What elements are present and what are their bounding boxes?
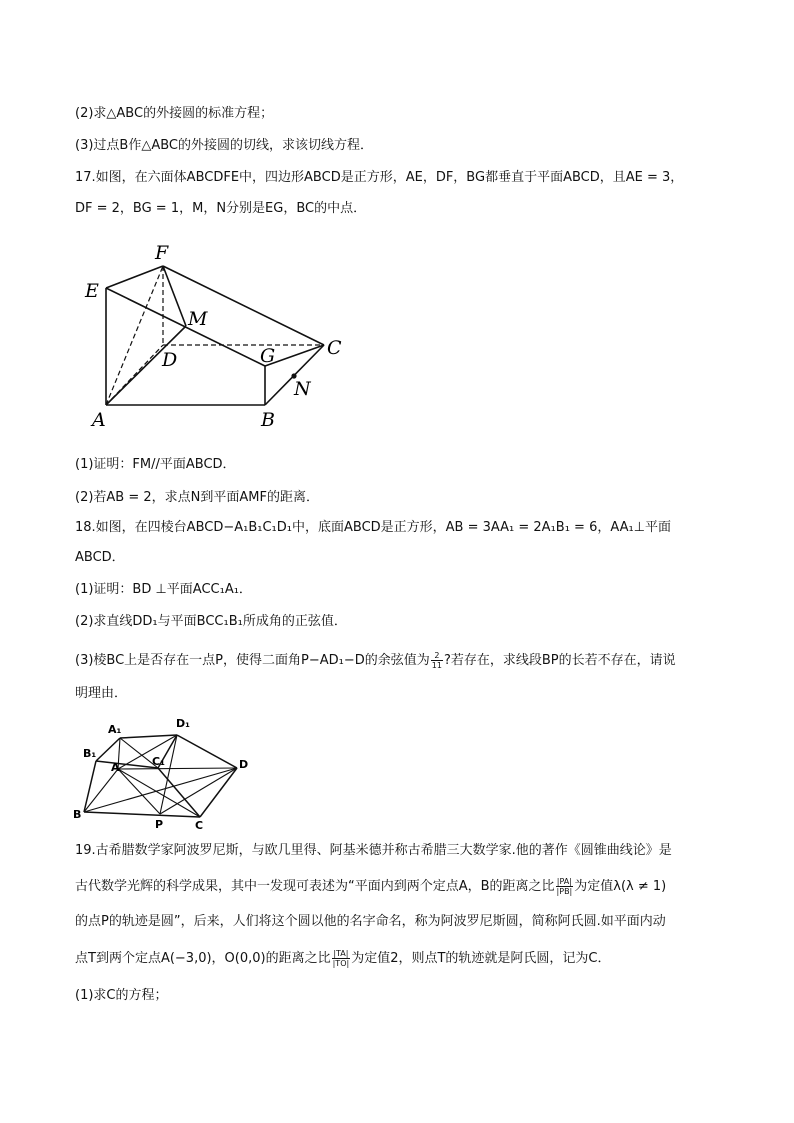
q19-line2 <box>75 877 666 896</box>
q16-part2: (2)求△ABC的外接圆的标准方程； <box>75 106 274 121</box>
q18-part3-line1 <box>75 651 676 670</box>
q18-stem-line2: ABCD． <box>75 550 125 565</box>
q18-part1: (1)证明：BD ⊥平面ACC₁A₁． <box>75 582 252 597</box>
frac-denominator: |PB| <box>556 887 573 896</box>
frac-numerator: |PA| <box>556 877 572 886</box>
q18-part2: (2)求直线DD₁与平面BCC₁B₁所成角的正弦值． <box>75 614 347 629</box>
label-D1: D₁ <box>176 717 190 730</box>
label-E: E <box>85 280 99 302</box>
label-M: M <box>188 308 208 330</box>
q19-line1: 19.古希腊数学家阿波罗尼斯，与欧几里得、阿基米德并称古希腊三大数学家.他的著作《圆锥曲线论》是 <box>75 843 672 858</box>
q18-part3-fraction <box>431 651 443 670</box>
q19-part1: (1)求C的方程； <box>75 988 168 1003</box>
q18-part3-text-a: (3)棱BC上是否存在一点P，使得二面角P−AD₁−D的余弦值为 <box>75 653 430 668</box>
q19-line3: 的点P的轨迹是圆”，后来，人们将这个圆以他的名字命名，称为阿波罗尼斯圆，简称阿氏圆.如平面内动 <box>75 914 666 929</box>
label-C: C <box>327 337 342 359</box>
label-P: P <box>155 818 164 831</box>
frac-denominator: |TO| <box>332 959 350 968</box>
label-D: D <box>239 758 249 771</box>
q16-part3: (3)过点B作△ABC的外接圆的切线，求该切线方程． <box>75 138 373 153</box>
label-D: D <box>162 349 178 371</box>
frac-numerator: |TA| <box>333 949 349 958</box>
q19-line2-text-b: 为定值λ(λ ≠ 1) <box>574 879 667 894</box>
q19-line4 <box>75 949 610 968</box>
frac-numerator: 2 <box>431 651 443 661</box>
q17-part2: (2)若AB = 2，求点N到平面AMF的距离． <box>75 490 319 505</box>
label-B: B <box>261 409 275 431</box>
frac-denominator: 11 <box>431 661 442 670</box>
q19-ratio-fraction-2 <box>332 949 351 968</box>
label-B1: B₁ <box>83 747 97 760</box>
q19-line4-text-b: 为定值2，则点T的轨迹就是阿氏圆，记为C． <box>351 951 611 966</box>
label-A: A <box>111 761 120 774</box>
q17-stem-line2: DF = 2，BG = 1，M，N分别是EG，BC的中点． <box>75 201 367 216</box>
q18-figure <box>72 713 257 833</box>
q19-line4-text-a: 点T到两个定点A(−3,0)，O(0,0)的距离之比 <box>75 951 331 966</box>
q17-figure <box>75 235 365 435</box>
label-C1: C₁ <box>152 755 165 768</box>
label-C: C <box>195 819 204 832</box>
label-F: F <box>155 242 169 264</box>
label-B: B <box>73 808 82 821</box>
label-G: G <box>260 345 276 367</box>
q19-ratio-fraction <box>556 877 574 896</box>
label-A1: A₁ <box>108 723 122 736</box>
q19-line2-text-a: 古代数学光辉的科学成果，其中一发现可表述为“平面内到两个定点A，B的距离之比 <box>75 879 555 894</box>
q17-part1: (1)证明：FM//平面ABCD． <box>75 457 236 472</box>
q17-stem-line1: 17.如图，在六面体ABCDFE中，四边形ABCD是正方形，AE，DF，BG都垂直于平面ABCD，且AE = 3， <box>75 170 684 185</box>
q18-part3-line2: 明理由． <box>75 686 128 701</box>
label-N: N <box>294 378 311 400</box>
q18-part3-text-b: ?若存在，求线段BP的长若不存在，请说 <box>443 653 676 668</box>
q18-stem-line1: 18.如图，在四棱台ABCD−A₁B₁C₁D₁中，底面ABCD是正方形，AB = 3AA₁ = 2A₁B₁ = 6，AA₁⊥平面 <box>75 520 672 535</box>
label-A: A <box>92 409 106 431</box>
